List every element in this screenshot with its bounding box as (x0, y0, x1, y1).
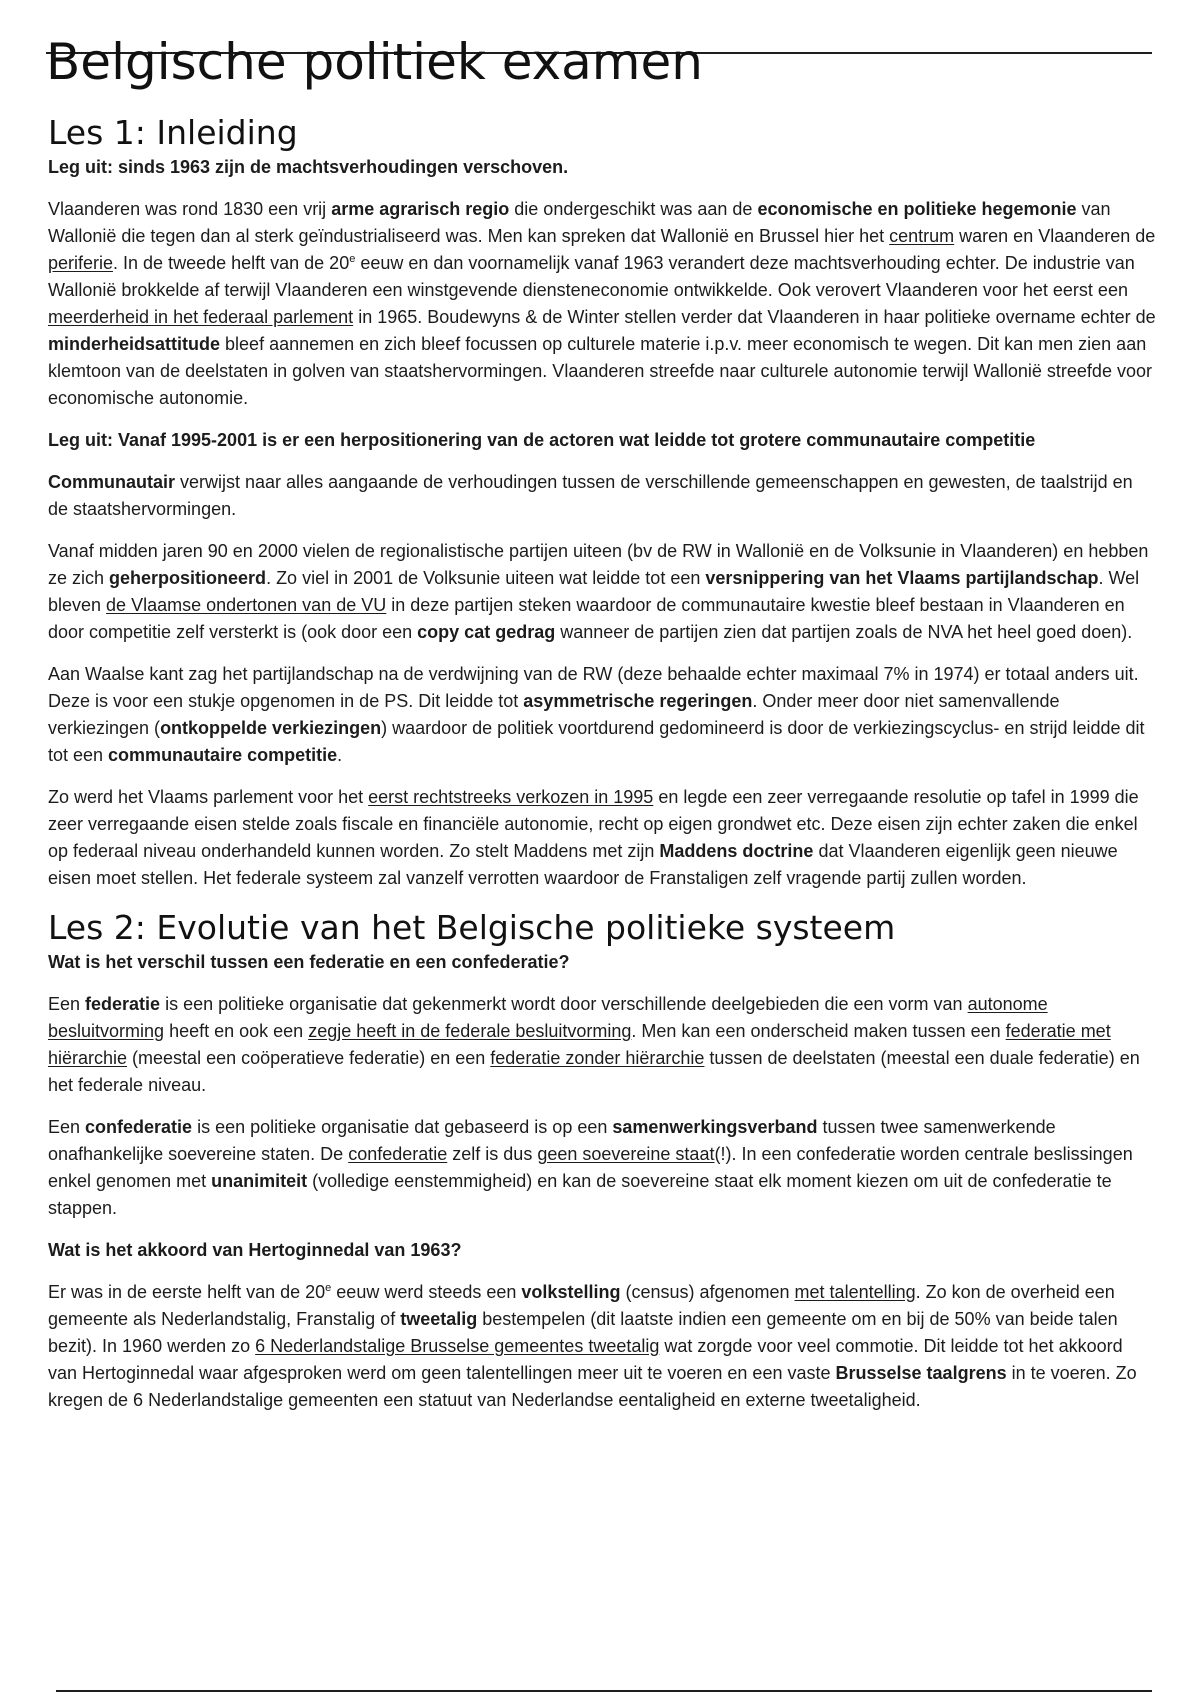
underlined-phrase: federatie met hiërarchie (48, 1021, 1111, 1068)
underlined-phrase: confederatie (348, 1144, 448, 1164)
text-run: . In de tweede helft van de 20 (113, 253, 350, 273)
bold-term: unanimiteit (211, 1171, 308, 1191)
lesson-section (48, 907, 1156, 1414)
text-run: is een politieke organisatie dat gekenmerkt wordt door verschillende deelgebieden die een vorm van (160, 994, 968, 1014)
superscript: e (325, 1282, 332, 1294)
page-bottom-rule (56, 1690, 1152, 1692)
underlined-phrase: eerst rechtstreeks verkozen in 1995 (368, 787, 654, 807)
document-title: Belgische politiek examen (46, 33, 703, 91)
underlined-phrase: autonome besluitvorming (48, 994, 1048, 1041)
text-run: in 1965. Boudewyns & de Winter stellen verder dat Vlaanderen in haar politieke overname echter de (353, 307, 1156, 327)
bold-term: Brusselse taalgrens (835, 1363, 1007, 1383)
answer-paragraph (48, 991, 1156, 1099)
exam-question (48, 427, 1156, 454)
underlined-phrase: federatie zonder hiërarchie (490, 1048, 705, 1068)
text-run: heeft en ook een (164, 1021, 309, 1041)
text-run: tussen de deelstaten (meestal een duale federatie) en het federale niveau. (48, 1048, 1140, 1095)
text-run: (!). In een confederatie worden centrale beslissingen enkel genomen met (48, 1144, 1133, 1191)
text-run: . Men kan een onderscheid maken tussen een (631, 1021, 1006, 1041)
text-run: . Zo kon de overheid een gemeente als Nederlandstalig, Franstalig of (48, 1282, 1115, 1329)
text-run: in deze partijen steken waardoor de communautaire kwestie bleef bestaan in Vlaanderen en door competitie zelf versterkt is (ook door een (48, 595, 1125, 642)
bold-term: Communautair (48, 472, 176, 492)
underlined-phrase: met talentelling (794, 1282, 916, 1302)
bold-term: copy cat gedrag (417, 622, 556, 642)
exam-question (48, 154, 1156, 181)
lesson-section (48, 112, 1156, 892)
text-run: Een (48, 1117, 86, 1137)
bold-term: volkstelling (521, 1282, 621, 1302)
bold-term: samenwerkingsverband (612, 1117, 818, 1137)
bold-term: ontkoppelde verkiezingen (160, 718, 382, 738)
bold-term: arme agrarisch regio (331, 199, 510, 219)
text-run: eeuw en dan voornamelijk vanaf 1963 verandert deze machtsverhouding echter. De industrie van Wallonië brokkelde af terwijl Vlaanderen een winstgevende diensteneconomie ontwikkelde. Ook verovert Vlaanderen voor het eerst een (48, 253, 1135, 300)
answer-paragraph (48, 196, 1156, 412)
answer-paragraph (48, 538, 1156, 646)
text-run: Zo werd het Vlaams parlement voor het (48, 787, 369, 807)
text-run: . (337, 745, 343, 765)
text-run: . Wel bleven (48, 568, 1140, 615)
text-run: tussen twee samenwerkende onafhankelijke soevereine staten. De (48, 1117, 1056, 1164)
bold-term: Maddens doctrine (659, 841, 814, 861)
text-run: (volledige eenstemmigheid) en kan de soevereine staat elk moment kiezen om uit de confederatie te stappen. (48, 1171, 1112, 1218)
answer-paragraph (48, 661, 1156, 769)
text-run: bleef aannemen en zich bleef focussen op culturele materie i.p.v. meer economisch te wegen. Dit kan men zien aan klemtoon van de deelstaten in golven van staatshervormingen. Vlaanderen streefde naar culturele autonomie terwijl Wallonië streefde voor economische autonomie. (48, 334, 1152, 408)
text-run: Aan Waalse kant zag het partijlandschap na de verdwijning van de RW (deze behaalde echter maximaal 7% in 1974) er totaal anders uit. Deze is voor een stukje opgenomen in de PS. Dit leidde tot (48, 664, 1139, 711)
bold-term: versnippering van het Vlaams partijlandschap (705, 568, 1099, 588)
text-run: is een politieke organisatie dat gebaseerd is op een (192, 1117, 613, 1137)
bold-term: tweetalig (400, 1309, 478, 1329)
underlined-phrase: centrum (889, 226, 955, 246)
text-run: wanneer de partijen zien dat partijen zoals de NVA het heel goed doen). (555, 622, 1133, 642)
answer-paragraph (48, 469, 1156, 523)
bold-term: asymmetrische regeringen (523, 691, 753, 711)
text-run: dat Vlaanderen eigenlijk geen nieuwe eisen moet stellen. Het federale systeem zal vanzelf verrotten waardoor de Franstaligen zelf vragende partij zullen worden. (48, 841, 1118, 888)
exam-question (48, 1237, 1156, 1264)
bold-term: confederatie (85, 1117, 193, 1137)
text-run: van Wallonië die tegen dan al sterk geïndustrialiseerd was. Men kan spreken dat Wallonië en Brussel hier het (48, 199, 1111, 246)
text-run: (census) afgenomen (620, 1282, 795, 1302)
text-run: Een (48, 994, 86, 1014)
underlined-phrase: geen soevereine staat (537, 1144, 715, 1164)
underlined-phrase: zegje heeft in de federale besluitvorming (308, 1021, 632, 1041)
text-run: bestempelen (dit laatste indien een gemeente om en bij de 50% van beide talen bezit). In 1960 werden zo (48, 1309, 1118, 1356)
text-run: Wat is het akkoord van Hertoginnedal van 1963? (48, 1240, 462, 1260)
superscript: e (349, 253, 356, 265)
text-run: . Zo viel in 2001 de Volksunie uiteen wat leidde tot een (266, 568, 706, 588)
bold-term: federatie (85, 994, 161, 1014)
text-run: in te voeren. Zo kregen de 6 Nederlandstalige gemeenten een statuut van Nederlandse eentaligheid en externe tweetaligheid. (48, 1363, 1137, 1410)
bold-term: minderheidsattitude (48, 334, 221, 354)
text-run: Er was in de eerste helft van de 20 (48, 1282, 326, 1302)
text-run: Leg uit: sinds 1963 zijn de machtsverhoudingen verschoven. (48, 157, 569, 177)
text-run: Vlaanderen was rond 1830 een vrij (48, 199, 332, 219)
text-run: verwijst naar alles aangaande de verhoudingen tussen de verschillende gemeenschappen en gewesten, de taalstrijd en de staatshervormingen. (48, 472, 1133, 519)
bold-term: communautaire competitie (108, 745, 338, 765)
answer-paragraph (48, 1279, 1156, 1414)
answer-paragraph (48, 784, 1156, 892)
answer-paragraph (48, 1114, 1156, 1222)
text-run: (meestal een coöperatieve federatie) en een (127, 1048, 491, 1068)
text-run: eeuw werd steeds een (331, 1282, 522, 1302)
text-run: en legde een zeer verregaande resolutie op tafel in 1999 die zeer verregaande eisen stelde zoals fiscale en financiële autonomie, recht op eigen grondwet etc. Deze eisen zijn echter zaken die enkel op federaal niveau onderhandeld kunnen worden. Zo stelt Maddens met zijn (48, 787, 1139, 861)
text-run: . Onder meer door niet samenvallende verkiezingen ( (48, 691, 1060, 738)
text-run: ) waardoor de politiek voortdurend gedomineerd is door de verkiezingscyclus- en strijd leidde dit tot een (48, 718, 1145, 765)
text-run: Vanaf midden jaren 90 en 2000 vielen de regionalistische partijen uiteen (bv de RW in Wallonië en de Volksunie in Vlaanderen) en hebben ze zich (48, 541, 1149, 588)
lesson-heading: Les 2: Evolutie van het Belgische politieke systeem (48, 908, 896, 947)
lesson-heading: Les 1: Inleiding (48, 113, 298, 152)
bold-term: geherpositioneerd (109, 568, 267, 588)
text-run: die ondergeschikt was aan de (509, 199, 758, 219)
text-run: waren en Vlaanderen de (954, 226, 1156, 246)
text-run: zelf is dus (447, 1144, 538, 1164)
text-run: Wat is het verschil tussen een federatie en een confederatie? (48, 952, 570, 972)
bold-term: economische en politieke hegemonie (757, 199, 1077, 219)
underlined-phrase: meerderheid in het federaal parlement (48, 307, 354, 327)
underlined-phrase: periferie (48, 253, 114, 273)
text-run: Leg uit: Vanaf 1995-2001 is er een herpositionering van de actoren wat leidde tot grotere communautaire competitie (48, 430, 1036, 450)
document-body (48, 112, 1156, 1429)
exam-question (48, 949, 1156, 976)
text-run: wat zorgde voor veel commotie. Dit leidde tot het akkoord van Hertoginnedal waar afgesproken werd om geen talentellingen meer uit te voeren en een vaste (48, 1336, 1123, 1383)
underlined-phrase: 6 Nederlandstalige Brusselse gemeentes tweetalig (255, 1336, 660, 1356)
underlined-phrase: de Vlaamse ondertonen van de VU (106, 595, 387, 615)
